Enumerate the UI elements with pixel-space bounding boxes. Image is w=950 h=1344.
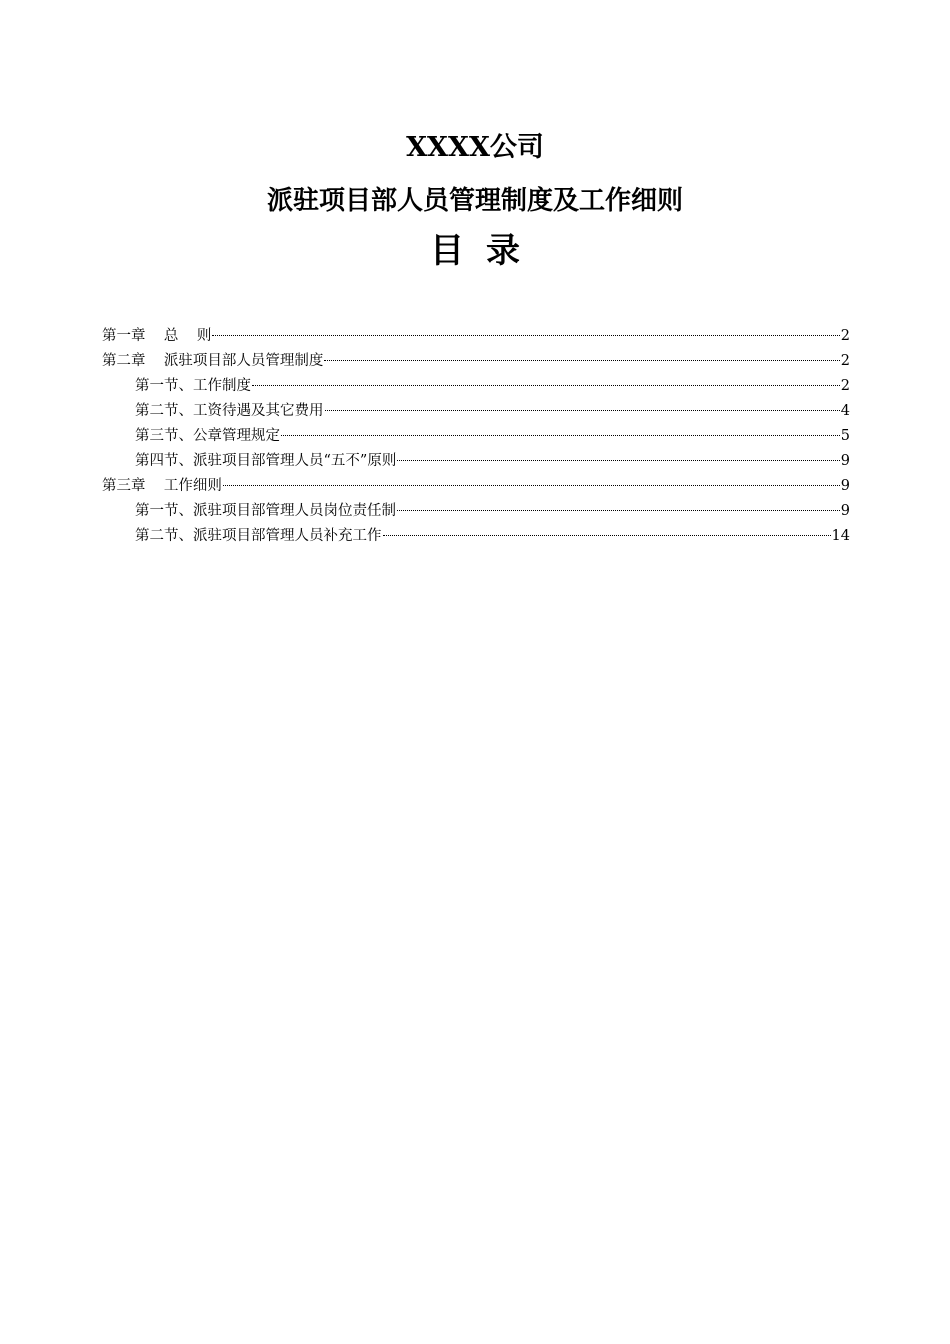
toc-entry-chapter-2-section-1[interactable]	[102, 374, 850, 399]
toc-entry-chapter-2-section-4[interactable]	[102, 449, 850, 474]
toc-dot-leader	[397, 460, 839, 461]
toc-entry-chapter-3[interactable]	[102, 474, 850, 499]
toc-dot-leader	[397, 510, 840, 511]
toc-dot-leader	[212, 335, 839, 336]
toc-dot-leader	[324, 360, 839, 361]
toc-entry-label: 第二章 派驻项目部人员管理制度	[102, 353, 324, 369]
toc-entry-label: 第三节、公章管理规定	[135, 428, 280, 444]
toc-entry-label: 第一章 总 则	[102, 328, 212, 344]
toc-entry-label: 第二节、派驻项目部管理人员补充工作	[135, 528, 382, 544]
toc-entry-page: 9	[840, 503, 850, 519]
toc-entry-label: 第一节、工作制度	[135, 378, 251, 394]
toc-entry-chapter-2-section-3[interactable]	[102, 424, 850, 449]
toc-entry-page: 2	[840, 378, 850, 394]
toc-dot-leader	[325, 410, 840, 411]
toc-dot-leader	[223, 485, 840, 486]
toc-entry-page: 9	[840, 453, 850, 469]
document-title: 派驻项目部人员管理制度及工作细则	[266, 186, 683, 216]
toc-entry-page: 4	[840, 403, 850, 419]
company-name: XXXX公司	[406, 132, 544, 163]
toc-entry-page: 2	[840, 328, 850, 344]
toc-dot-leader	[383, 535, 831, 536]
toc-entry-page: 9	[840, 478, 850, 494]
toc-dot-leader	[252, 385, 840, 386]
toc-entry-label: 第四节、派驻项目部管理人员“五不”原则	[135, 453, 397, 469]
toc-dot-leader	[281, 435, 840, 436]
toc-entry-chapter-3-section-1[interactable]	[102, 499, 850, 524]
toc-heading: 目录	[430, 231, 542, 271]
toc-entry-page: 2	[840, 353, 850, 369]
toc-entry-label: 第三章 工作细则	[102, 478, 222, 494]
toc-entry-label: 第二节、工资待遇及其它费用	[135, 403, 324, 419]
toc-entry-page: 5	[840, 428, 850, 444]
toc-entry-chapter-2-section-2[interactable]	[102, 399, 850, 424]
table-of-contents	[102, 324, 850, 549]
toc-entry-chapter-3-section-2[interactable]	[102, 524, 850, 549]
toc-entry-page: 14	[831, 528, 850, 544]
toc-entry-chapter-1[interactable]	[102, 324, 850, 349]
toc-entry-chapter-2[interactable]	[102, 349, 850, 374]
toc-entry-label: 第一节、派驻项目部管理人员岗位责任制	[135, 503, 396, 519]
